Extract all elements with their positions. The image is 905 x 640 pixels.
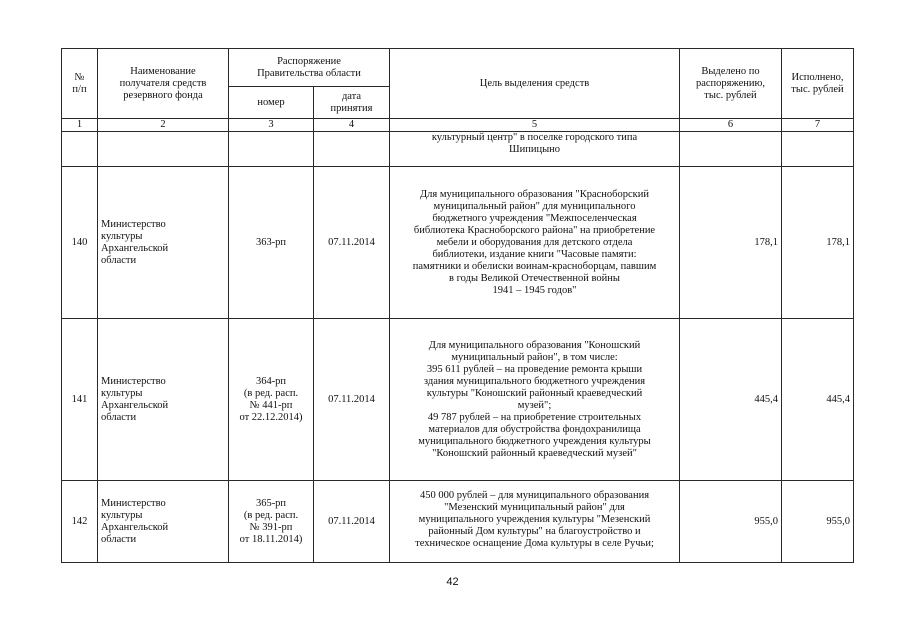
allocated-cell: 955,0 [680,481,782,563]
row-number: 142 [62,481,98,563]
header-purpose: Цель выделения средств [390,49,680,119]
column-number-row [62,119,854,132]
row-number: 140 [62,167,98,319]
reserve-fund-table [61,48,854,563]
purpose-cell: Для муниципального образования "Красноборский муниципальный район" для муниципального бюджетного учреждения "Межпоселенческая библиотека Красноборского района" на приобретение мебели и оборудования для детского отдела библиотеки, издание книги "Часовые памяти: памятники и обелиски воинам-красноборцам, павшим в годы Великой Отечественной войны 1941 – 1945 годов" [390,167,680,319]
order-date-cell: 07.11.2014 [314,167,390,319]
table-row [62,319,854,481]
order-date-cell: 07.11.2014 [314,481,390,563]
table-row [62,481,854,563]
header-executed: Исполнено, тыс. рублей [782,49,854,119]
table-row [62,167,854,319]
purpose-cell [390,481,680,563]
order-number-cell: 365-рп (в ред. расп. № 391-рп от 18.11.2014) [229,481,314,563]
column-number: 6 [680,119,782,132]
column-number: 2 [98,119,229,132]
header-number: № п/п [62,49,98,119]
order-date-cell: 07.11.2014 [314,319,390,481]
continuation-purpose: культурный центр" в поселке городского типа Шипицыно [390,132,680,167]
purpose-cell: Для муниципального образования "Коношский муниципальный район", в том числе: 395 611 рублей – на проведение ремонта крыши здания муниципального бюджетного учреждения культуры "Коношский районный краеведческий музей"; 49 787 рублей – на приобретение строительных материалов для обустройства фондохранилища муниципального бюджетного учреждения культуры "Коношский районный краеведческий музей" [390,319,680,481]
executed-cell: 955,0 [782,481,854,563]
executed-cell: 178,1 [782,167,854,319]
column-number: 5 [390,119,680,132]
order-number-cell: 364-рп (в ред. расп. № 441-рп от 22.12.2014) [229,319,314,481]
allocated-cell: 445,4 [680,319,782,481]
header-row-1 [62,49,854,87]
header-recipient: Наименование получателя средств резервного фонда [98,49,229,119]
recipient-cell: Министерство культуры Архангельской области [98,319,229,481]
header-order-number: номер [229,87,314,119]
header-order-date: дата принятия [314,87,390,119]
column-number: 1 [62,119,98,132]
header-allocated: Выделено по распоряжению, тыс. рублей [680,49,782,119]
recipient-cell: Министерство культуры Архангельской области [98,167,229,319]
allocated-cell: 178,1 [680,167,782,319]
recipient-cell: Министерство культуры Архангельской области [98,481,229,563]
column-number: 7 [782,119,854,132]
column-number: 3 [229,119,314,132]
continuation-row [62,132,854,167]
column-number: 4 [314,119,390,132]
row-number: 141 [62,319,98,481]
purpose-text: 450 000 рублей – для муниципального образования "Мезенский муниципальный район" для муниципального учреждения культуры "Мезенский районный Дом культуры" на благоустройство и техническое оснащение Дома культуры в селе Ручьи; [415,490,654,549]
page-number: 42 [446,576,459,588]
executed-cell: 445,4 [782,319,854,481]
header-order-group: Распоряжение Правительства области [229,49,390,87]
order-number-cell: 363-рп [229,167,314,319]
